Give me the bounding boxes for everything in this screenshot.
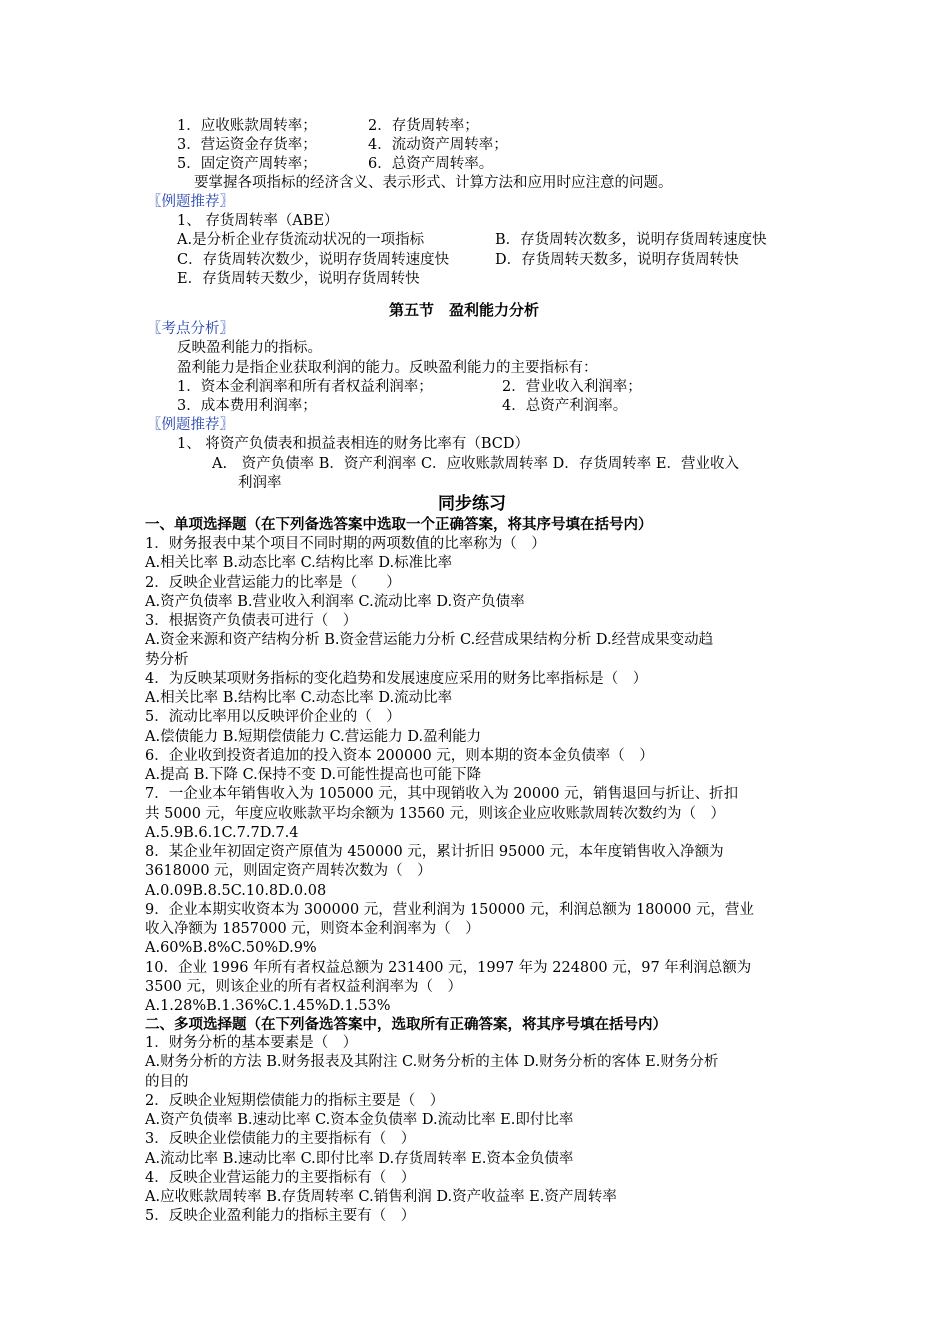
list-item: 3．成本费用利润率； — [177, 398, 317, 414]
question-line: A.偿债能力 B.短期偿债能力 C.营运能力 D.盈利能力 — [145, 728, 482, 745]
question-line: A.1.28%B.1.36%C.1.45%D.1.53% — [145, 998, 391, 1014]
question-line: A.60%B.8%C.50%D.9% — [145, 940, 317, 957]
option: B．存货周转次数多，说明存货周转速度快 — [495, 232, 767, 248]
multi-choice-heading: 二、多项选择题（在下列备选答案中，选取所有正确答案，将其序号填在括号内） — [145, 1016, 667, 1033]
question-line: A.资产负债率 B.营业收入利润率 C.流动比率 D.资产负债率 — [145, 593, 525, 610]
list-item: 5．固定资产周转率； — [177, 156, 317, 172]
question-line: 2．反映企业短期偿债能力的指标主要是（ ） — [145, 1092, 445, 1109]
question-line: 4．为反映某项财务指标的变化趋势和发展速度应采用的财务比率指标是（ ） — [145, 670, 648, 687]
question-line: 1．财务分析的基本要素是（ ） — [145, 1035, 358, 1051]
question-line: A.相关比率 B.动态比率 C.结构比率 D.标准比率 — [145, 555, 453, 572]
question-line: 的目的 — [145, 1073, 189, 1090]
list-item: 4．总资产利润率。 — [502, 398, 628, 414]
example-tag: 〖例题推荐〗 — [147, 417, 234, 433]
options: A. 资产负债率 B．资产利润率 C．应收账款周转率 D．存货周转率 E．营业收入 — [212, 456, 739, 472]
option: C．存货周转次数少，说明存货周转速度快 — [177, 252, 450, 268]
list-item: 2．存货周转率； — [368, 118, 479, 134]
question-line: 3618000 元，则固定资产周转次数为（ ） — [145, 863, 432, 880]
question-line: 1．财务报表中某个项目不同时期的两项数值的比率称为（ ） — [145, 536, 546, 552]
question-line: 8．某企业年初固定资产原值为 450000 元，累计折旧 95000 元，本年度销售收入净额为 — [145, 844, 724, 860]
question-line: A.0.09B.8.5C.10.8D.0.08 — [145, 882, 327, 899]
list-item: 1．资本金利润率和所有者权益利润率； — [177, 379, 433, 395]
analysis-tag: 〖考点分析〗 — [147, 321, 234, 337]
list-item: 3．营运资金存货率； — [177, 137, 317, 153]
question-line: 收入净额为 1857000 元，则资本金利润率为（ ） — [145, 921, 480, 937]
question-line: 共 5000 元，年度应收账款平均余额为 13560 元，则该企业应收账款周转次数约为（ ） — [145, 805, 725, 822]
single-choice-heading: 一、单项选择题（在下列备选答案中选取一个正确答案，将其序号填在括号内） — [145, 516, 653, 533]
question-line: A.资金来源和资产结构分析 B.资金营运能力分析 C.经营成果结构分析 D.经营成果变动趋 — [145, 632, 714, 649]
question-line: 7．一企业本年销售收入为 105000 元，其中现销收入为 20000 元，销售退回与折让、折扣 — [145, 786, 739, 803]
question-line: A.财务分析的方法 B.财务报表及其附注 C.财务分析的主体 D.财务分析的客体 E.财务分析 — [145, 1054, 719, 1071]
question-line: 3．反映企业偿债能力的主要指标有（ ） — [145, 1131, 416, 1148]
question-line: A.应收账款周转率 B.存货周转率 C.销售利润 D.资产收益率 E.资产周转率 — [145, 1189, 617, 1205]
example-tag: 〖例题推荐〗 — [147, 194, 234, 210]
question-line: A.资产负债率 B.速动比率 C.资本金负债率 D.流动比率 E.即付比率 — [145, 1112, 574, 1128]
question: 1、 将资产负债表和损益表相连的财务比率有（BCD） — [177, 436, 529, 452]
question-line: 3500 元，则该企业的所有者权益利润率为（ ） — [145, 978, 463, 995]
options: 利润率 — [238, 475, 282, 491]
question-line: 4．反映企业营运能力的主要指标有（ ） — [145, 1169, 416, 1186]
question-line: 3．根据资产负债表可进行（ ） — [145, 613, 358, 629]
list-item: 6．总资产周转率。 — [368, 156, 494, 172]
paragraph: 要掌握各项指标的经济含义、表示形式、计算方法和应用时应注意的问题。 — [194, 175, 673, 191]
practice-title: 同步练习 — [438, 494, 506, 514]
question-line: 6．企业收到投资者追加的投入资本 200000 元，则本期的资本金负债率（ ） — [145, 747, 654, 764]
question-line: 10．企业 1996 年所有者权益总额为 231400 元，1997 年为 224800 元，97 年利润总额为 — [145, 959, 752, 976]
list-item: 1．应收账款周转率； — [177, 118, 317, 134]
option: A.是分析企业存货流动状况的一项指标 — [177, 232, 425, 248]
question-line: A.流动比率 B.速动比率 C.即付比率 D.存货周转率 E.资本金负债率 — [145, 1150, 574, 1167]
question-line: 5．反映企业盈利能力的指标主要有（ ） — [145, 1208, 416, 1225]
paragraph: 反映盈利能力的指标。 — [177, 340, 322, 356]
question-line: A.相关比率 B.结构比率 C.动态比率 D.流动比率 — [145, 690, 453, 706]
question-line: 2．反映企业营运能力的比率是（ ） — [145, 574, 401, 591]
question-line: 9．企业本期实收资本为 300000 元，营业利润为 150000 元，利润总额为 180000 元，营业 — [145, 901, 754, 918]
question-line: 势分析 — [145, 651, 189, 668]
option: D．存货周转天数多，说明存货周转快 — [495, 252, 739, 268]
list-item: 4．流动资产周转率； — [368, 137, 508, 153]
option: E．存货周转天数少，说明存货周转快 — [177, 271, 420, 287]
list-item: 2．营业收入利润率； — [502, 379, 642, 395]
question: 1、 存货周转率（ABE） — [177, 213, 339, 229]
question-line: 5．流动比率用以反映评价企业的（ ） — [145, 709, 401, 726]
paragraph: 盈利能力是指企业获取利润的能力。反映盈利能力的主要指标有： — [177, 360, 598, 376]
question-line: A.提高 B.下降 C.保持不变 D.可能性提高也可能下降 — [145, 767, 482, 783]
question-line: A.5.9B.6.1C.7.7D.7.4 — [145, 824, 299, 841]
section-title: 第五节 盈利能力分析 — [389, 301, 540, 319]
